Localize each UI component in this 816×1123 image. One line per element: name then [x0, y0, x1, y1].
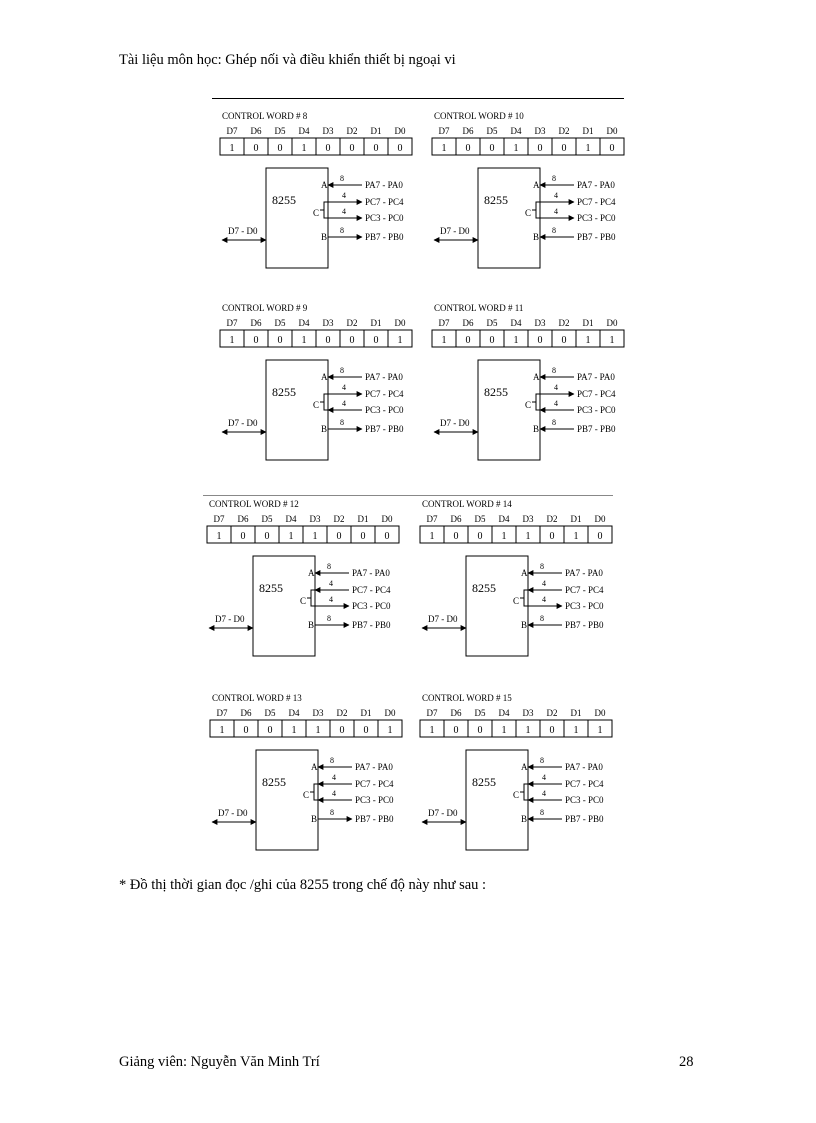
bit-value: 1 — [585, 143, 591, 154]
bus-width-label: 4 — [554, 207, 558, 216]
line-pa-label: PA7 - PA0 — [365, 372, 403, 382]
bit-label: D1 — [357, 514, 369, 524]
bit-value: 0 — [549, 725, 555, 736]
line-pb-label: PB7 - PB0 — [577, 424, 616, 434]
bit-label: D3 — [322, 318, 334, 328]
bit-value: 0 — [349, 143, 355, 154]
port-a-label: A — [533, 372, 540, 382]
port-b-label: B — [521, 814, 528, 824]
line-pc-upper-label: PC7 - PC4 — [565, 779, 604, 789]
port-c-label: C — [313, 208, 320, 218]
bit-value: 0 — [267, 725, 273, 736]
line-pc-upper-label: PC7 - PC4 — [577, 197, 616, 207]
bit-label: D6 — [237, 514, 249, 524]
control-word-title: CONTROL WORD # 15 — [422, 693, 512, 703]
bit-label: D4 — [510, 126, 522, 136]
chip-label: 8255 — [472, 775, 496, 789]
bit-value: 1 — [397, 335, 403, 346]
bit-label: D2 — [336, 708, 348, 718]
control-word-1 — [220, 111, 412, 268]
timing-note: * Đồ thị thời gian đọc /ghi của 8255 trong chế độ này như sau : — [119, 877, 487, 893]
bit-value: 1 — [301, 335, 307, 346]
bus-width-label: 8 — [540, 562, 544, 571]
port-a-label: A — [533, 180, 540, 190]
data-bus-label: D7 - D0 — [428, 614, 458, 624]
control-word-title: CONTROL WORD # 10 — [434, 111, 524, 121]
data-bus-label: D7 - D0 — [440, 418, 470, 428]
bit-label: D0 — [381, 514, 393, 524]
bit-value: 1 — [229, 143, 235, 154]
chip-box — [256, 750, 318, 850]
bit-value: 0 — [453, 725, 459, 736]
bit-label: D5 — [486, 318, 498, 328]
port-b-label: B — [308, 620, 315, 630]
bit-value: 1 — [609, 335, 615, 346]
bit-label: D4 — [288, 708, 300, 718]
bit-value: 0 — [363, 725, 369, 736]
control-word-5 — [207, 499, 399, 656]
bit-value: 0 — [360, 531, 366, 542]
bit-value: 0 — [253, 335, 259, 346]
bit-label: D2 — [558, 318, 570, 328]
bit-value: 0 — [243, 725, 249, 736]
line-pc-upper-label: PC7 - PC4 — [365, 197, 404, 207]
chip-label: 8255 — [472, 581, 496, 595]
line-pc-lower-label: PC3 - PC0 — [365, 405, 404, 415]
line-pc-lower-label: PC3 - PC0 — [355, 795, 394, 805]
bit-label: D0 — [394, 126, 406, 136]
bit-value: 0 — [253, 143, 259, 154]
port-a-label: A — [321, 372, 328, 382]
bit-value: 0 — [384, 531, 390, 542]
line-pa-label: PA7 - PA0 — [577, 180, 615, 190]
bit-value: 1 — [525, 725, 531, 736]
bit-label: D7 — [226, 126, 238, 136]
bus-width-label: 4 — [342, 207, 346, 216]
bit-label: D7 — [216, 708, 228, 718]
bus-width-label: 8 — [340, 366, 344, 375]
bit-label: D4 — [510, 318, 522, 328]
chip-box — [466, 750, 528, 850]
bit-label: D6 — [450, 514, 462, 524]
bit-label: D1 — [370, 126, 382, 136]
bit-label: D5 — [261, 514, 273, 524]
bus-width-label: 4 — [542, 579, 546, 588]
data-bus-label: D7 - D0 — [428, 808, 458, 818]
line-pc-lower-label: PC3 - PC0 — [577, 213, 616, 223]
chip-label: 8255 — [484, 193, 508, 207]
bit-label: D5 — [474, 708, 486, 718]
bit-value: 1 — [216, 531, 222, 542]
bit-value: 0 — [264, 531, 270, 542]
bus-width-label: 4 — [342, 191, 346, 200]
bit-label: D7 — [226, 318, 238, 328]
bit-value: 0 — [453, 531, 459, 542]
port-c-label: C — [303, 790, 310, 800]
line-pc-upper-label: PC7 - PC4 — [565, 585, 604, 595]
bit-value: 0 — [537, 335, 543, 346]
bus-width-label: 8 — [340, 226, 344, 235]
bit-label: D6 — [462, 126, 474, 136]
line-pc-lower-label: PC3 - PC0 — [577, 405, 616, 415]
bit-label: D5 — [486, 126, 498, 136]
bit-value: 1 — [441, 143, 447, 154]
bus-width-label: 8 — [327, 614, 331, 623]
bit-label: D3 — [322, 126, 334, 136]
bus-width-label: 4 — [342, 383, 346, 392]
bit-value: 0 — [489, 143, 495, 154]
line-pa-label: PA7 - PA0 — [352, 568, 390, 578]
bit-label: D5 — [274, 318, 286, 328]
data-bus-label: D7 - D0 — [440, 226, 470, 236]
bit-label: D3 — [522, 514, 534, 524]
bit-label: D0 — [594, 708, 606, 718]
bit-label: D6 — [240, 708, 252, 718]
bit-label: D1 — [582, 318, 594, 328]
bit-value: 1 — [429, 531, 435, 542]
bit-label: D0 — [394, 318, 406, 328]
control-word-8 — [420, 693, 612, 850]
bit-label: D6 — [250, 126, 262, 136]
port-a-label: A — [311, 762, 318, 772]
bit-label: D1 — [370, 318, 382, 328]
bit-value: 0 — [277, 143, 283, 154]
bus-width-label: 8 — [552, 174, 556, 183]
bit-label: D4 — [298, 318, 310, 328]
bit-label: D1 — [582, 126, 594, 136]
bit-label: D6 — [250, 318, 262, 328]
line-pb-label: PB7 - PB0 — [365, 232, 404, 242]
port-c-label: C — [300, 596, 307, 606]
port-b-label: B — [321, 424, 328, 434]
bit-value: 0 — [537, 143, 543, 154]
port-c-label: C — [513, 596, 520, 606]
bit-label: D5 — [274, 126, 286, 136]
chip-box — [478, 360, 540, 460]
bus-width-label: 4 — [542, 773, 546, 782]
port-c-label: C — [525, 208, 532, 218]
bit-value: 0 — [465, 143, 471, 154]
port-a-label: A — [308, 568, 315, 578]
control-word-title: CONTROL WORD # 14 — [422, 499, 512, 509]
port-b-label: B — [311, 814, 318, 824]
control-word-title: CONTROL WORD # 9 — [222, 303, 308, 313]
bit-value: 1 — [219, 725, 225, 736]
chip-label: 8255 — [484, 385, 508, 399]
chip-label: 8255 — [259, 581, 283, 595]
control-word-6 — [420, 499, 612, 656]
line-pc-upper-label: PC7 - PC4 — [365, 389, 404, 399]
bit-label: D2 — [546, 514, 558, 524]
bit-value: 1 — [573, 531, 579, 542]
line-pc-lower-label: PC3 - PC0 — [565, 795, 604, 805]
port-b-label: B — [521, 620, 528, 630]
bus-width-label: 4 — [542, 789, 546, 798]
bit-value: 1 — [525, 531, 531, 542]
bit-value: 1 — [229, 335, 235, 346]
port-b-label: B — [321, 232, 328, 242]
bit-value: 0 — [336, 531, 342, 542]
bit-value: 1 — [387, 725, 393, 736]
bit-value: 1 — [301, 143, 307, 154]
chip-box — [478, 168, 540, 268]
bit-label: D3 — [534, 318, 546, 328]
line-pa-label: PA7 - PA0 — [565, 762, 603, 772]
bit-value: 0 — [373, 143, 379, 154]
bit-label: D2 — [558, 126, 570, 136]
bus-width-label: 8 — [540, 756, 544, 765]
bit-label: D3 — [309, 514, 321, 524]
line-pc-lower-label: PC3 - PC0 — [365, 213, 404, 223]
line-pc-upper-label: PC7 - PC4 — [577, 389, 616, 399]
port-c-label: C — [313, 400, 320, 410]
bit-label: D7 — [426, 514, 438, 524]
bit-value: 0 — [597, 531, 603, 542]
bus-width-label: 8 — [340, 174, 344, 183]
bit-label: D1 — [360, 708, 372, 718]
bus-width-label: 4 — [554, 399, 558, 408]
bit-label: D4 — [298, 126, 310, 136]
bit-label: D1 — [570, 514, 582, 524]
bit-value: 0 — [465, 335, 471, 346]
bit-label: D3 — [522, 708, 534, 718]
port-a-label: A — [521, 762, 528, 772]
bit-label: D0 — [606, 126, 618, 136]
data-bus-label: D7 - D0 — [228, 226, 258, 236]
bus-width-label: 4 — [332, 789, 336, 798]
bit-label: D7 — [213, 514, 225, 524]
bit-value: 0 — [477, 531, 483, 542]
port-a-label: A — [321, 180, 328, 190]
bit-label: D4 — [498, 708, 510, 718]
bit-label: D7 — [438, 318, 450, 328]
bus-width-label: 8 — [327, 562, 331, 571]
bus-width-label: 8 — [552, 366, 556, 375]
control-word-4 — [432, 303, 624, 460]
bus-width-label: 8 — [330, 808, 334, 817]
bit-value: 1 — [312, 531, 318, 542]
control-word-title: CONTROL WORD # 12 — [209, 499, 299, 509]
line-pb-label: PB7 - PB0 — [355, 814, 394, 824]
bit-value: 0 — [489, 335, 495, 346]
chip-label: 8255 — [272, 385, 296, 399]
bit-label: D0 — [384, 708, 396, 718]
bit-label: D1 — [570, 708, 582, 718]
page-header: Tài liệu môn học: Ghép nối và điều khiển thiết bị ngoại vi — [119, 52, 456, 68]
line-pa-label: PA7 - PA0 — [577, 372, 615, 382]
data-bus-label: D7 - D0 — [228, 418, 258, 428]
footer-author: Giảng viên: Nguyễn Văn Minh Trí — [119, 1054, 320, 1070]
bit-value: 1 — [501, 725, 507, 736]
control-word-title: CONTROL WORD # 11 — [434, 303, 524, 313]
bit-value: 0 — [549, 531, 555, 542]
control-word-3 — [220, 303, 412, 460]
bus-width-label: 8 — [340, 418, 344, 427]
bit-value: 1 — [597, 725, 603, 736]
bit-label: D4 — [498, 514, 510, 524]
bus-width-label: 8 — [552, 226, 556, 235]
bit-value: 0 — [240, 531, 246, 542]
bus-width-label: 8 — [330, 756, 334, 765]
bit-value: 1 — [573, 725, 579, 736]
line-pb-label: PB7 - PB0 — [365, 424, 404, 434]
bus-width-label: 8 — [552, 418, 556, 427]
line-pa-label: PA7 - PA0 — [355, 762, 393, 772]
bus-width-label: 4 — [542, 595, 546, 604]
bus-width-label: 4 — [554, 191, 558, 200]
chip-box — [466, 556, 528, 656]
bit-value: 1 — [288, 531, 294, 542]
bus-width-label: 4 — [329, 579, 333, 588]
bit-value: 1 — [501, 531, 507, 542]
control-word-2 — [432, 111, 624, 268]
bit-value: 1 — [429, 725, 435, 736]
bit-label: D0 — [594, 514, 606, 524]
control-word-title: CONTROL WORD # 8 — [222, 111, 308, 121]
chip-box — [266, 360, 328, 460]
line-pc-lower-label: PC3 - PC0 — [352, 601, 391, 611]
control-word-7 — [210, 693, 402, 850]
bus-width-label: 4 — [342, 399, 346, 408]
bit-label: D2 — [346, 318, 358, 328]
bit-value: 0 — [277, 335, 283, 346]
bus-width-label: 8 — [540, 808, 544, 817]
port-c-label: C — [513, 790, 520, 800]
page-number: 28 — [679, 1054, 694, 1070]
line-pc-upper-label: PC7 - PC4 — [352, 585, 391, 595]
data-bus-label: D7 - D0 — [218, 808, 248, 818]
line-pb-label: PB7 - PB0 — [352, 620, 391, 630]
bus-width-label: 4 — [332, 773, 336, 782]
bit-value: 0 — [325, 143, 331, 154]
bit-label: D6 — [462, 318, 474, 328]
line-pc-lower-label: PC3 - PC0 — [565, 601, 604, 611]
port-a-label: A — [521, 568, 528, 578]
bit-label: D7 — [438, 126, 450, 136]
line-pb-label: PB7 - PB0 — [565, 620, 604, 630]
bit-value: 0 — [397, 143, 403, 154]
line-pb-label: PB7 - PB0 — [565, 814, 604, 824]
bit-label: D2 — [546, 708, 558, 718]
chip-box — [253, 556, 315, 656]
line-pa-label: PA7 - PA0 — [365, 180, 403, 190]
data-bus-label: D7 - D0 — [215, 614, 245, 624]
bit-value: 0 — [561, 143, 567, 154]
bit-label: D6 — [450, 708, 462, 718]
port-b-label: B — [533, 232, 540, 242]
bit-label: D3 — [312, 708, 324, 718]
bit-label: D7 — [426, 708, 438, 718]
line-pa-label: PA7 - PA0 — [565, 568, 603, 578]
bit-value: 0 — [325, 335, 331, 346]
bit-value: 1 — [291, 725, 297, 736]
line-pb-label: PB7 - PB0 — [577, 232, 616, 242]
bit-label: D5 — [474, 514, 486, 524]
port-c-label: C — [525, 400, 532, 410]
bit-value: 1 — [315, 725, 321, 736]
bit-value: 0 — [609, 143, 615, 154]
bit-value: 0 — [477, 725, 483, 736]
bit-label: D3 — [534, 126, 546, 136]
bus-width-label: 4 — [329, 595, 333, 604]
bus-width-label: 8 — [540, 614, 544, 623]
bit-label: D4 — [285, 514, 297, 524]
chip-label: 8255 — [262, 775, 286, 789]
bit-value: 1 — [513, 143, 519, 154]
bit-label: D2 — [346, 126, 358, 136]
bit-label: D0 — [606, 318, 618, 328]
bit-value: 1 — [513, 335, 519, 346]
bus-width-label: 4 — [554, 383, 558, 392]
bit-value: 0 — [349, 335, 355, 346]
bit-value: 1 — [441, 335, 447, 346]
bit-value: 0 — [339, 725, 345, 736]
chip-label: 8255 — [272, 193, 296, 207]
bit-label: D2 — [333, 514, 345, 524]
chip-box — [266, 168, 328, 268]
line-pc-upper-label: PC7 - PC4 — [355, 779, 394, 789]
bit-value: 0 — [373, 335, 379, 346]
bit-value: 1 — [585, 335, 591, 346]
bit-label: D5 — [264, 708, 276, 718]
control-word-title: CONTROL WORD # 13 — [212, 693, 302, 703]
port-b-label: B — [533, 424, 540, 434]
bit-value: 0 — [561, 335, 567, 346]
